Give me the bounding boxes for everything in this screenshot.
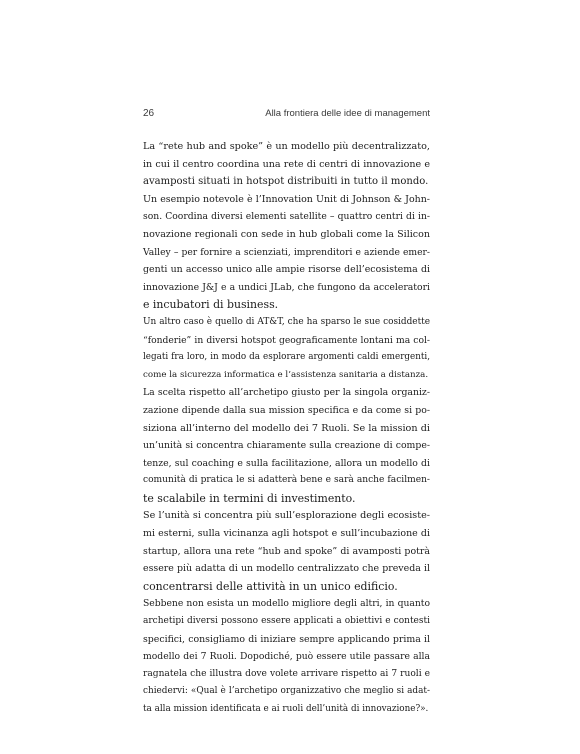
- text-line: come la sicurezza informatica e l’assistenza sanitaria a distanza.: [143, 369, 429, 380]
- text-line: genti un accesso unico alle ampie risorse dell’ecosistema di: [143, 264, 430, 276]
- page-number: 26: [143, 108, 155, 119]
- text-line: ragnatela che illustra dove volete arrivare rispetto ai 7 ruoli e: [143, 668, 430, 679]
- text-line: specifici, consigliamo di iniziare sempre applicando prima il: [143, 633, 430, 645]
- text-line: mi esterni, sulla vicinanza agli hotspot e sull’incubazione di: [143, 528, 430, 540]
- text-line: comunità di pratica le si adatterà bene e sarà anche facilmen-: [143, 475, 430, 486]
- text-line: archetipi diversi possono essere applicati a obiettivi e contesti: [143, 616, 430, 627]
- body-text: [143, 138, 430, 719]
- text-line: modello dei 7 Ruoli. Dopodiché, può essere utile passare alla: [143, 651, 430, 663]
- text-line: La scelta rispetto all’archetipo giusto per la singola organiz-: [143, 387, 430, 399]
- text-line: essere più adatta di un modello centralizzato che preveda il: [143, 563, 430, 575]
- text-line: un’unità si concentra chiaramente sulla creazione di compe-: [143, 440, 430, 452]
- running-header: [143, 108, 430, 119]
- running-title: Alla frontiera delle idee di management: [265, 108, 430, 119]
- text-line: e incubatori di business.: [143, 298, 279, 312]
- text-line: son. Coordina diversi elementi satellite – quattro centri di in-: [143, 211, 430, 223]
- text-line: tenze, sul coaching e sulla facilitazione, allora un modello di: [143, 457, 430, 469]
- text-line: novazione regionali con sede in hub globali come la Silicon: [143, 228, 430, 240]
- text-line: concentrarsi delle attività in un unico edificio.: [143, 579, 398, 593]
- text-line: avamposti situati in hotspot distribuiti in tutto il mondo.: [143, 176, 429, 188]
- text-line: innovazione J&J e a undici JLab, che fungono da acceleratori: [143, 281, 430, 293]
- text-line: startup, allora una rete “hub and spoke” di avamposti potrà: [143, 545, 430, 557]
- text-line: legati fra loro, in modo da esplorare argomenti caldi emergenti,: [143, 352, 430, 363]
- text-line: La “rete hub and spoke” è un modello più decentralizzato,: [143, 141, 430, 152]
- text-line: chiedervi: «Qual è l’archetipo organizzativo che meglio si adat-: [143, 686, 430, 697]
- text-line: siziona all’interno del modello dei 7 Ruoli. Se la mission di: [143, 422, 430, 434]
- text-line: in cui il centro coordina una rete di centri di innovazione e: [143, 158, 430, 170]
- text-line: “fonderie” in diversi hotspot geograficamente lontani ma col-: [143, 334, 430, 346]
- text-line: Se l’unità si concentra più sull’esplorazione degli ecosiste-: [143, 510, 430, 522]
- text-line: Valley – per fornire a scienziati, imprenditori e aziende emer-: [143, 246, 430, 258]
- text-line: ta alla mission identificata e ai ruoli dell’unità di innovazione?».: [143, 704, 429, 714]
- text-line: zazione dipende dalla sua mission specifica e da come si po-: [143, 404, 430, 416]
- text-line: Un altro caso è quello di AT&T, che ha sparso le sue cosiddette: [143, 316, 430, 327]
- text-line: Un esempio notevole è l’Innovation Unit di Johnson & John-: [143, 193, 430, 205]
- text-line: te scalabile in termini di investimento.: [143, 491, 356, 505]
- text-line: Sebbene non esista un modello migliore degli altri, in quanto: [143, 598, 430, 610]
